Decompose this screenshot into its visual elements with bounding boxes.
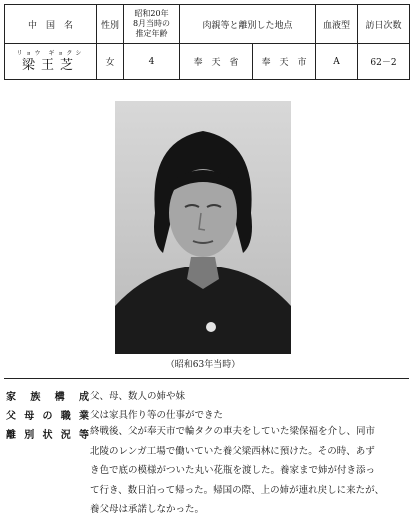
story-line-3: き色で底の模様がついた丸い花瓶を渡した。養家まで姉が付き添っ [90,465,376,476]
section-divider [4,378,409,379]
age-value: 4 [124,44,180,80]
portrait-illustration [115,101,291,354]
header-place: 肉親等と離別した地点 [180,5,316,44]
header-blood: 血液型 [316,5,358,44]
parents-job-label: 父母の職業 [6,411,90,422]
photo-caption: （昭和63年当時） [165,360,241,370]
story-line-2: 北陵のレンガ工場で働いていた養父梁西林に預けた。その時、あず [90,445,375,457]
header-name: 中 国 名 [5,5,97,44]
visits-value: 62－2 [358,44,410,80]
separation-story [90,422,408,520]
family-label: 家族構成 [6,392,90,403]
city-value: 奉 天 市 [253,44,316,80]
blood-value: A [316,44,358,80]
story-line-5: 養父母は承諾しなかった。 [90,504,205,515]
info-table [4,4,410,80]
parents-job-value: 父は家具作り等の仕事ができた [90,410,224,421]
header-gender: 性別 [97,5,124,44]
table-row [5,44,410,80]
header-age-line3: 推定年齢 [135,29,168,38]
separation-label: 離別状況等 [6,430,90,441]
header-age [124,5,180,44]
province-value: 奉 天 省 [180,44,253,80]
family-value: 父、母、数人の姉や妹 [90,391,186,402]
story-line-1: 終戦後、父が奉天市で輪タクの車夫をしていた梁保福を介し、同市 [90,426,376,437]
table-header-row [5,5,410,44]
portrait-photo [115,101,291,354]
name-ruby: リョウ ギョクシ [16,49,85,57]
header-visits: 訪日次数 [358,5,410,44]
header-age-line1: 昭和20年 [134,9,169,18]
name-cell [5,44,97,80]
story-line-4: て行き、数日泊って帰った。帰国の際、上の姉が連れ戻しに来たが、 [90,484,385,496]
gender-value: 女 [97,44,124,80]
chinese-name: 梁王芝 [21,57,79,73]
header-age-line2: 8月当時の [132,19,171,28]
